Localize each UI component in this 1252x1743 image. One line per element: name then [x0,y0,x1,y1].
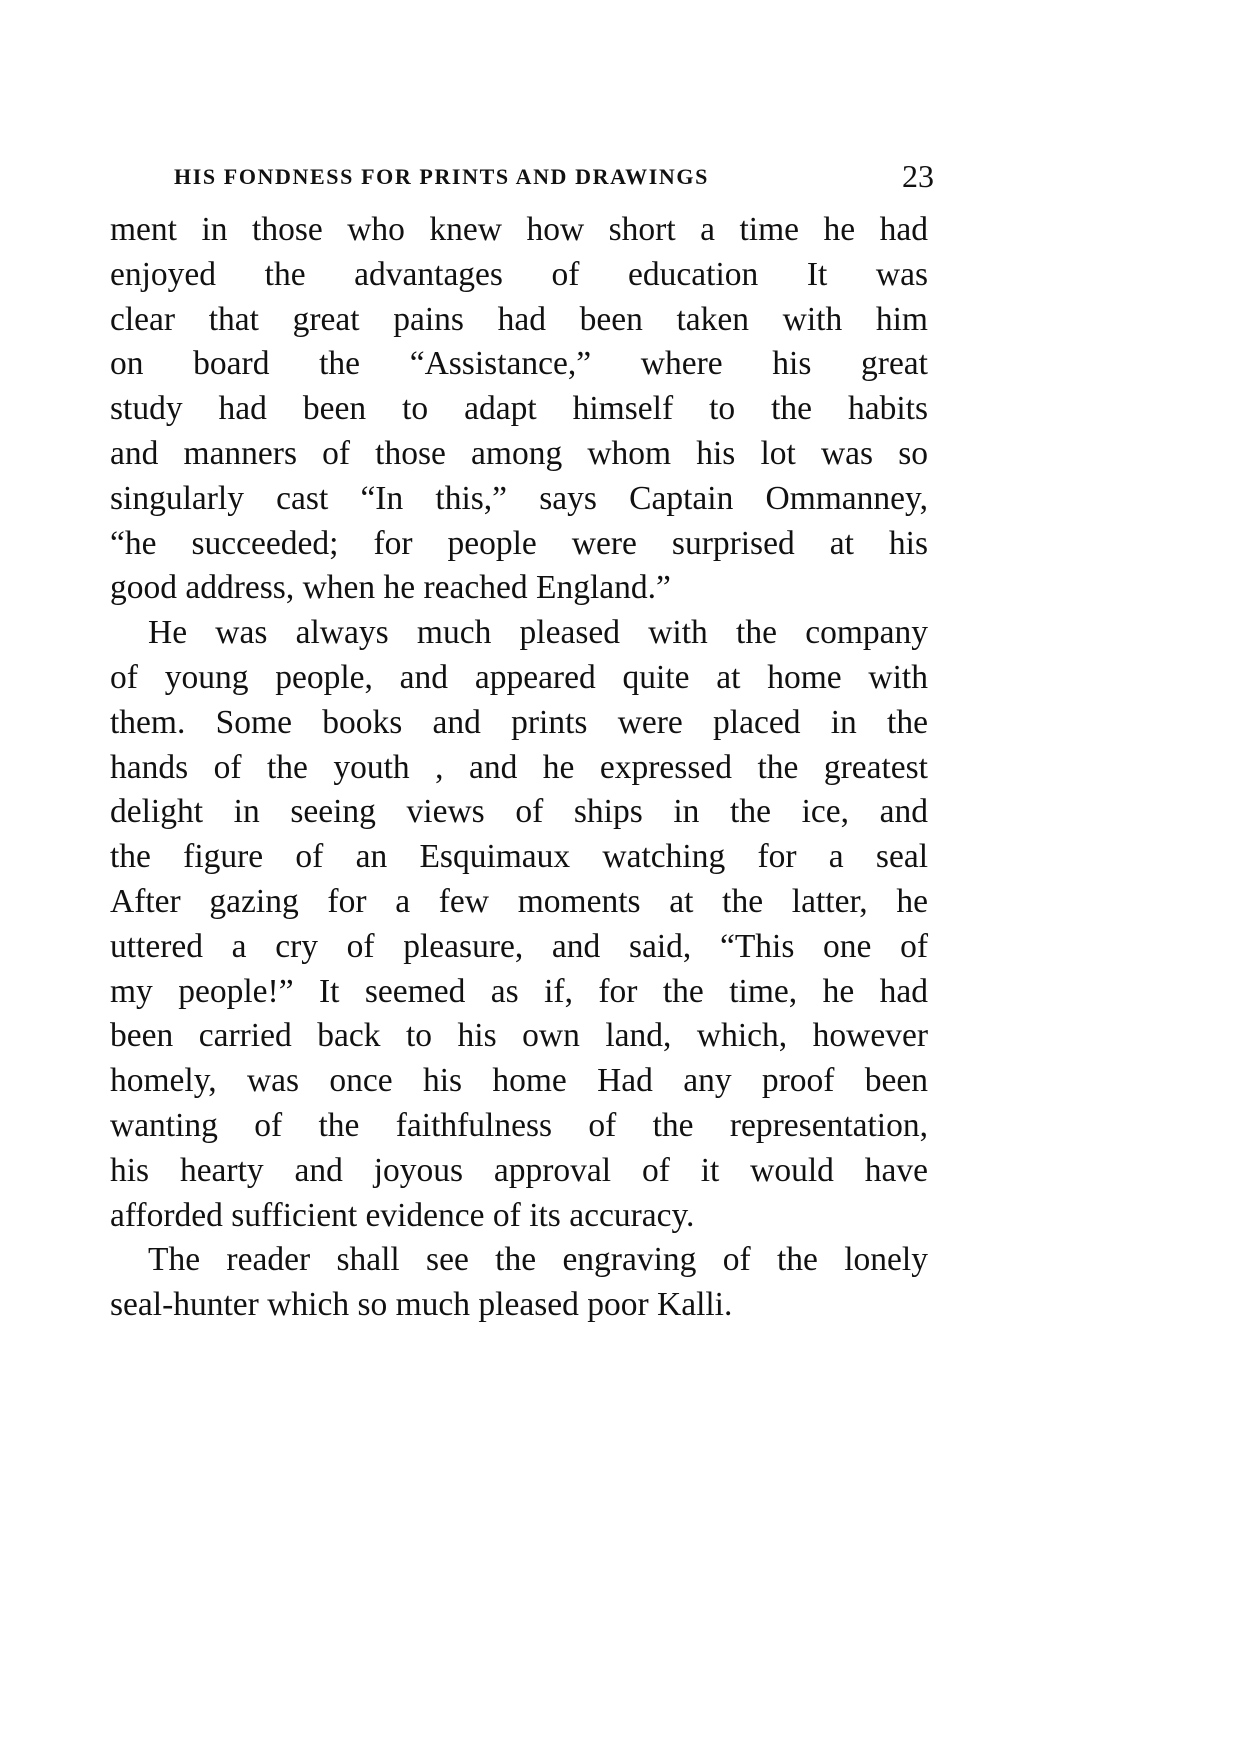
text-line: been carried back to his own land, which, however [110,1017,928,1055]
text-line: study had been to adapt himself to the habits [110,390,928,428]
running-header [174,160,934,196]
text-line: He was always much pleased with the company [148,614,928,652]
text-line: clear that great pains had been taken with him [110,300,928,338]
text-line: seal-hunter which so much pleased poor Kalli. [110,1286,733,1324]
text-line: wanting of the faithfulness of the representation, [110,1106,928,1144]
text-line: “he succeeded; for people were surprised at his [110,524,928,562]
text-line: on board the “Assistance,” where his great [110,345,928,383]
text-line: them. Some books and prints were placed in the [110,703,928,741]
body-text [110,208,928,1328]
text-line: enjoyed the advantages of education It was [110,255,928,293]
running-title: HIS FONDNESS FOR PRINTS AND DRAWINGS [174,164,709,189]
text-line: After gazing for a few moments at the latter, he [110,882,928,920]
text-line: of young people, and appeared quite at home with [110,658,928,696]
text-line: good address, when he reached England.” [110,569,671,607]
text-line: delight in seeing views of ships in the ice, and [110,793,928,831]
text-line: my people!” It seemed as if, for the time, he had [110,972,928,1010]
text-line: his hearty and joyous approval of it would have [110,1151,928,1189]
text-line: ment in those who knew how short a time he had [110,211,928,248]
text-line: and manners of those among whom his lot was so [110,434,928,472]
text-line: the figure of an Esquimaux watching for a seal [110,838,928,876]
text-line: homely, was once his home Had any proof been [110,1062,928,1100]
text-line: afforded sufficient evidence of its accuracy. [110,1196,695,1234]
text-line: The reader shall see the engraving of the lonely [148,1241,928,1279]
text-line: singularly cast “In this,” says Captain Ommanney, [110,479,928,517]
text-line: hands of the youth , and he expressed the greatest [110,748,928,786]
page-number: 23 [902,158,934,194]
text-line: uttered a cry of pleasure, and said, “This one of [110,927,928,965]
